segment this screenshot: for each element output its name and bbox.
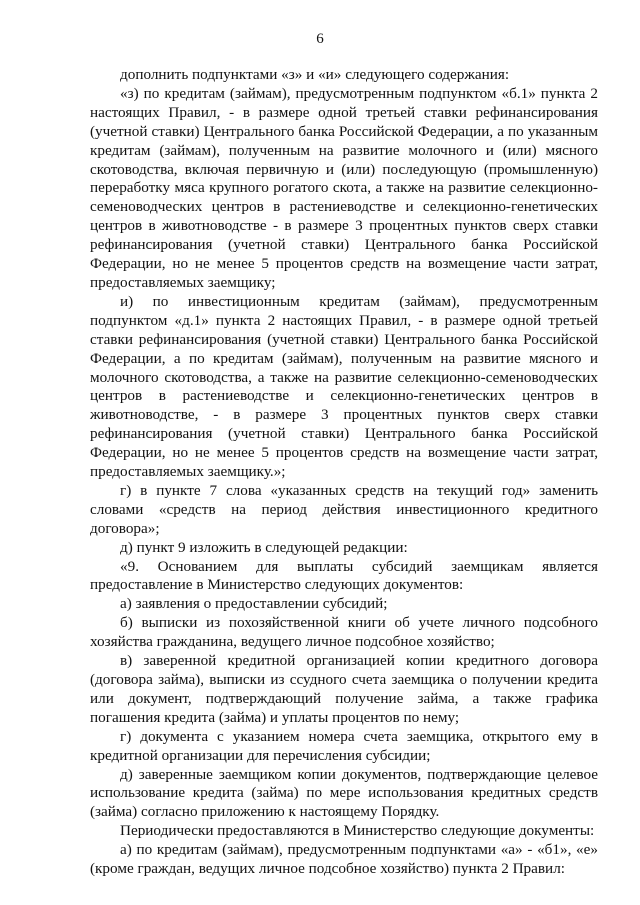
- paragraph: д) пункт 9 изложить в следующей редакции:: [120, 538, 408, 556]
- paragraph: б) выписки из похозяйственной книги об учете личного подсобного хозяйства гражданина, ведущего личное подсобное хозяйство;: [90, 614, 598, 651]
- page-number: 6: [316, 31, 324, 47]
- paragraph: г) в пункте 7 слова «указанных средств на текущий год» заменить словами «средств на период действия инвестиционного кредитного договора»;: [90, 481, 598, 537]
- paragraph: и) по инвестиционным кредитам (займам), предусмотренным подпунктом «д.1» пункта 2 настоящих Правил, - в размере одной третьей ставки рефинансирования (учетной ставки) Центрального банка Российской Федерации, а по кредитам (займам), полученным на развитие мясного и молочного скотоводства, а также на развитие селекционно-семеноводческих центров в растениеводстве и селекционно-генетических центров в животноводстве, - в размере 3 процентных пунктов сверх ставки рефинансирования (учетной ставки) Центрального банка Российской Федерации, но не менее 5 процентов средств на возмещение части затрат, предоставляемых заемщику.»;: [90, 292, 598, 481]
- paragraph: в) заверенной кредитной организацией копии кредитного договора (договора займа), выписки из ссудного счета заемщика о получении кредита или документ, подтверждающий получение займа, а также графика погашения кредита (займа) и уплаты процентов по нему;: [90, 652, 598, 726]
- paragraph: «9. Основанием для выплаты субсидий заемщикам является предоставление в Министерство следующих документов:: [90, 557, 598, 594]
- paragraph: д) заверенные заемщиком копии документов, подтверждающие целевое использование кредита (займа) по мере использования кредитных средств (займа) согласно приложению к настоящему Порядку.: [90, 765, 598, 821]
- paragraph: а) по кредитам (займам), предусмотренным подпунктами «а» - «б1», «е» (кроме граждан, ведущих личное подсобное хозяйство) пункта 2 Правил:: [90, 841, 598, 878]
- paragraph: г) документа с указанием номера счета заемщика, открытого ему в кредитной организации для перечисления субсидии;: [90, 727, 598, 764]
- paragraph: «з) по кредитам (займам), предусмотренным подпунктом «б.1» пункта 2 настоящих Правил, - в размере одной третьей ставки рефинансирования (учетной ставки) Центрального банка Российской Федерации, а по указанным кредитам (займам), полученным на развитие молочного и (или) мясного скотоводства, включая первичную и (или) последующую (промышленную) переработку мяса крупного рогатого скота, а также на развитие селекционно-семеноводческих центров в растениеводстве и селекционно-генетических центров в животноводстве - в размере 3 процентных пунктов сверх ставки рефинансирования (учетной ставки) Центрального банка Российской Федерации, но не менее 5 процентов средств на возмещение части затрат, предоставляемых заемщику;: [90, 84, 598, 291]
- paragraph: а) заявления о предоставлении субсидий;: [120, 595, 388, 613]
- paragraph: дополнить подпунктами «з» и «и» следующего содержания:: [120, 66, 510, 83]
- paragraph: Периодически предоставляются в Министерство следующие документы:: [120, 822, 595, 840]
- document-body: [90, 66, 598, 879]
